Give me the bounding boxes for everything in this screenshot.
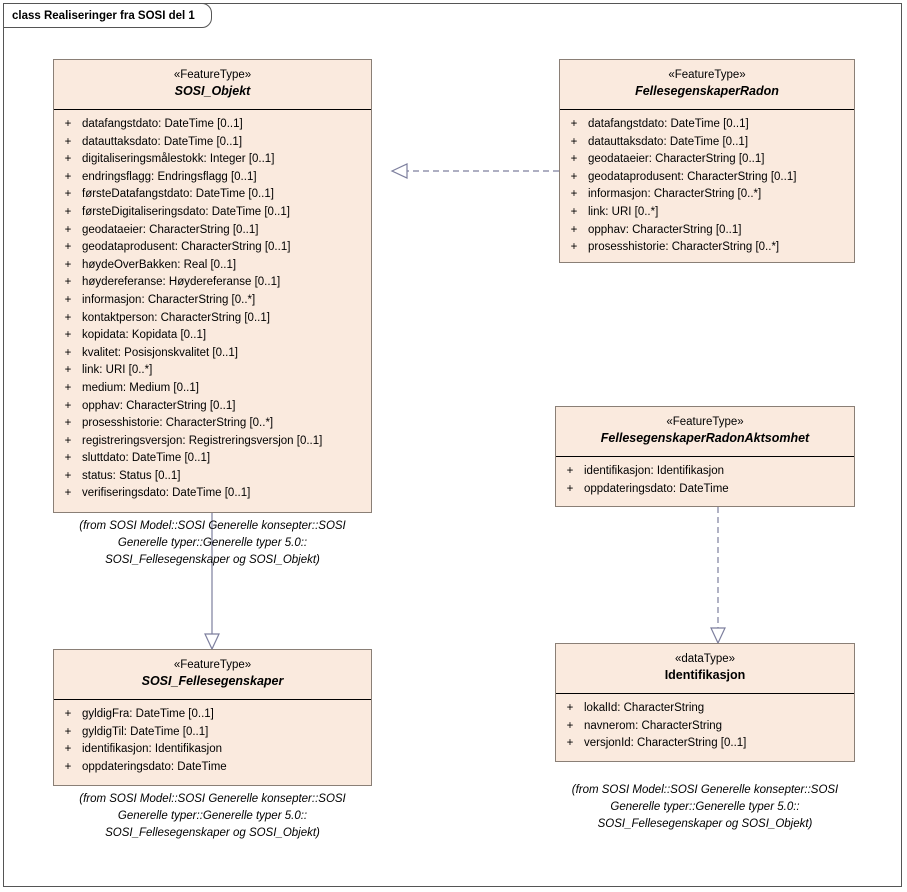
class-box-sosi-objekt[interactable] (53, 59, 372, 513)
attribute-visibility: + (570, 241, 578, 254)
class-stereotype: «FeatureType» (666, 416, 744, 428)
attribute-text: kopidata: Kopidata [0..1] (82, 329, 207, 342)
attribute-visibility: + (566, 737, 574, 750)
note-line: SOSI_Fellesegenskaper og SOSI_Objekt) (105, 554, 320, 566)
attribute-row (54, 485, 371, 503)
attribute-row (54, 134, 371, 152)
attribute-row (556, 735, 854, 753)
attribute-row (556, 700, 854, 718)
attribute-visibility: + (64, 381, 72, 394)
attribute-row (54, 362, 371, 380)
attribute-visibility: + (64, 725, 72, 738)
class-name: SOSI_Fellesegenskaper (141, 674, 284, 688)
class-box-sosi-fellesegenskaper[interactable] (53, 649, 372, 786)
attribute-visibility: + (64, 469, 72, 482)
attribute-visibility: + (570, 205, 578, 218)
attribute-visibility: + (570, 118, 578, 130)
attribute-visibility: + (64, 487, 72, 500)
attribute-text: førsteDatafangstdato: DateTime [0..1] (82, 188, 274, 201)
attribute-visibility: + (64, 223, 72, 236)
attribute-text: prosesshistorie: CharacterString [0..*] (82, 417, 274, 430)
attribute-row (54, 724, 371, 742)
class-name: FellesegenskaperRadonAktsomhet (600, 431, 810, 445)
attribute-text: geodataeier: CharacterString [0..1] (588, 153, 765, 166)
attribute-visibility: + (64, 135, 72, 148)
attribute-text: oppdateringsdato: DateTime (584, 482, 729, 495)
note-identifikasjon-source (549, 782, 861, 833)
attribute-text: kvalitet: Posisjonskvalitet [0..1] (82, 346, 238, 359)
attribute-row (54, 257, 371, 275)
attribute-row (54, 186, 371, 204)
attribute-row (54, 741, 371, 759)
attribute-text: versjonId: CharacterString [0..1] (584, 737, 747, 750)
attribute-text: opphav: CharacterString [0..1] (588, 223, 742, 236)
class-box-identifikasjon[interactable] (555, 643, 855, 762)
class-box-fellesegenskaper-radon-aktsomhet[interactable] (555, 406, 855, 507)
diagram-title-label: class Realiseringer fra SOSI del 1 (12, 9, 195, 22)
attribute-visibility: + (64, 205, 72, 218)
attribute-text: lokalId: CharacterString (584, 702, 705, 714)
attribute-text: status: Status [0..1] (82, 469, 181, 482)
attribute-text: link: URI [0..*] (588, 205, 659, 218)
attribute-text: førsteDigitaliseringsdato: DateTime [0..1] (82, 205, 290, 218)
attribute-visibility: + (570, 153, 578, 166)
attribute-text: endringsflagg: Endringsflagg [0..1] (82, 170, 257, 183)
attribute-text: verifiseringsdato: DateTime [0..1] (82, 487, 251, 500)
attribute-row (54, 380, 371, 398)
class-box-fellesegenskaper-radon[interactable] (559, 59, 855, 263)
note-line: SOSI_Fellesegenskaper og SOSI_Objekt) (597, 818, 813, 830)
attribute-visibility: + (64, 760, 72, 773)
attribute-visibility: + (64, 188, 72, 201)
class-attributes (54, 110, 371, 511)
attribute-text: informasjon: CharacterString [0..*] (588, 188, 762, 201)
class-stereotype: «dataType» (674, 653, 736, 665)
attribute-row (54, 327, 371, 345)
attribute-text: gyldigTil: DateTime [0..1] (82, 725, 209, 738)
class-stereotype: «FeatureType» (668, 69, 746, 81)
attribute-visibility: + (64, 241, 72, 254)
attribute-visibility: + (570, 170, 578, 183)
attribute-text: identifikasjon: Identifikasjon (584, 465, 724, 477)
attribute-visibility: + (64, 434, 72, 447)
note-line: Generelle typer::Generelle typer 5.0:: (117, 537, 308, 549)
class-name: SOSI_Objekt (174, 84, 251, 98)
attribute-visibility: + (64, 170, 72, 183)
attribute-row (560, 134, 854, 152)
class-header (560, 60, 854, 110)
attribute-visibility: + (566, 482, 574, 495)
attribute-row (560, 151, 854, 169)
attribute-row (54, 415, 371, 433)
attribute-visibility: + (64, 399, 72, 412)
note-sosi-objekt-source (53, 518, 372, 569)
attribute-row (54, 169, 371, 187)
attribute-text: digitaliseringsmålestokk: Integer [0..1] (82, 153, 275, 166)
attribute-text: navnerom: CharacterString (584, 719, 723, 732)
attribute-visibility: + (64, 118, 72, 130)
attribute-row (54, 345, 371, 363)
attribute-visibility: + (570, 188, 578, 201)
attribute-row (560, 239, 854, 257)
class-stereotype: «FeatureType» (173, 659, 252, 671)
attribute-visibility: + (570, 223, 578, 236)
attribute-text: medium: Medium [0..1] (82, 381, 199, 394)
note-line: Generelle typer::Generelle typer 5.0:: (610, 801, 800, 813)
class-name: Identifikasjon (664, 668, 746, 682)
attribute-text: gyldigFra: DateTime [0..1] (82, 708, 214, 720)
connector-realization-aktsomhet-to-identifikasjon (711, 507, 725, 643)
attribute-text: kontaktperson: CharacterString [0..1] (82, 311, 270, 324)
note-line: (from SOSI Model::SOSI Generelle konsepter::SOSI (79, 793, 346, 805)
attribute-row (556, 481, 854, 499)
class-header (54, 60, 371, 110)
attribute-row (560, 204, 854, 222)
attribute-text: høydereferanse: Høydereferanse [0..1] (82, 276, 281, 289)
attribute-row (54, 116, 371, 134)
attribute-text: datauttaksdato: DateTime [0..1] (588, 135, 749, 148)
attribute-visibility: + (64, 364, 72, 377)
connector-realization-radon-to-sosiobjekt (392, 164, 559, 178)
attribute-row (54, 222, 371, 240)
attribute-visibility: + (64, 452, 72, 465)
attribute-text: informasjon: CharacterString [0..*] (82, 293, 256, 306)
attribute-row (54, 310, 371, 328)
attribute-text: oppdateringsdato: DateTime (82, 760, 227, 773)
class-header (54, 650, 371, 700)
attribute-row (54, 433, 371, 451)
attribute-visibility: + (64, 258, 72, 271)
attribute-text: geodataeier: CharacterString [0..1] (82, 223, 259, 236)
note-line: (from SOSI Model::SOSI Generelle konsepter::SOSI (571, 784, 839, 796)
attribute-text: høydeOverBakken: Real [0..1] (82, 258, 237, 271)
attribute-row (556, 718, 854, 736)
attribute-row (54, 204, 371, 222)
class-header (556, 407, 854, 457)
attribute-visibility: + (64, 417, 72, 430)
attribute-text: opphav: CharacterString [0..1] (82, 399, 236, 412)
attribute-visibility: + (566, 719, 574, 732)
class-header (556, 644, 854, 694)
attribute-visibility: + (64, 293, 72, 306)
class-attributes (560, 110, 854, 265)
attribute-text: geodataprodusent: CharacterString [0..1] (588, 170, 797, 183)
attribute-visibility: + (64, 346, 72, 359)
attribute-text: datafangstdato: DateTime [0..1] (588, 118, 749, 130)
attribute-text: identifikasjon: Identifikasjon (82, 743, 222, 756)
attribute-row (560, 186, 854, 204)
attribute-text: geodataprodusent: CharacterString [0..1] (82, 241, 291, 254)
class-name: FellesegenskaperRadon (635, 84, 779, 98)
note-sosi-fellesegenskaper-source (53, 791, 372, 842)
attribute-visibility: + (64, 329, 72, 342)
attribute-row (560, 116, 854, 134)
note-line: Generelle typer::Generelle typer 5.0:: (117, 810, 308, 822)
attribute-row (54, 468, 371, 486)
attribute-text: link: URI [0..*] (82, 364, 153, 377)
attribute-visibility: + (64, 708, 72, 720)
attribute-visibility: + (64, 276, 72, 289)
attribute-visibility: + (64, 311, 72, 324)
attribute-visibility: + (570, 135, 578, 148)
class-stereotype: «FeatureType» (173, 69, 252, 81)
attribute-row (54, 759, 371, 777)
class-attributes (556, 694, 854, 761)
attribute-visibility: + (566, 702, 574, 714)
attribute-row (54, 450, 371, 468)
class-attributes (556, 457, 854, 506)
attribute-row (560, 169, 854, 187)
attribute-text: registreringsversjon: Registreringsversjon [0..1] (82, 434, 323, 447)
attribute-text: prosesshistorie: CharacterString [0..*] (588, 241, 780, 254)
attribute-visibility: + (64, 743, 72, 756)
note-line: (from SOSI Model::SOSI Generelle konsepter::SOSI (79, 520, 346, 532)
attribute-text: datauttaksdato: DateTime [0..1] (82, 135, 243, 148)
attribute-visibility: + (64, 153, 72, 166)
attribute-row (560, 222, 854, 240)
attribute-row (54, 239, 371, 257)
attribute-row (54, 398, 371, 416)
attribute-row (54, 706, 371, 724)
attribute-row (54, 274, 371, 292)
attribute-visibility: + (566, 465, 574, 477)
class-attributes (54, 700, 371, 784)
attribute-row (54, 292, 371, 310)
attribute-text: sluttdato: DateTime [0..1] (82, 452, 211, 465)
attribute-row (54, 151, 371, 169)
attribute-row (556, 463, 854, 481)
note-line: SOSI_Fellesegenskaper og SOSI_Objekt) (105, 827, 320, 839)
attribute-text: datafangstdato: DateTime [0..1] (82, 118, 243, 130)
